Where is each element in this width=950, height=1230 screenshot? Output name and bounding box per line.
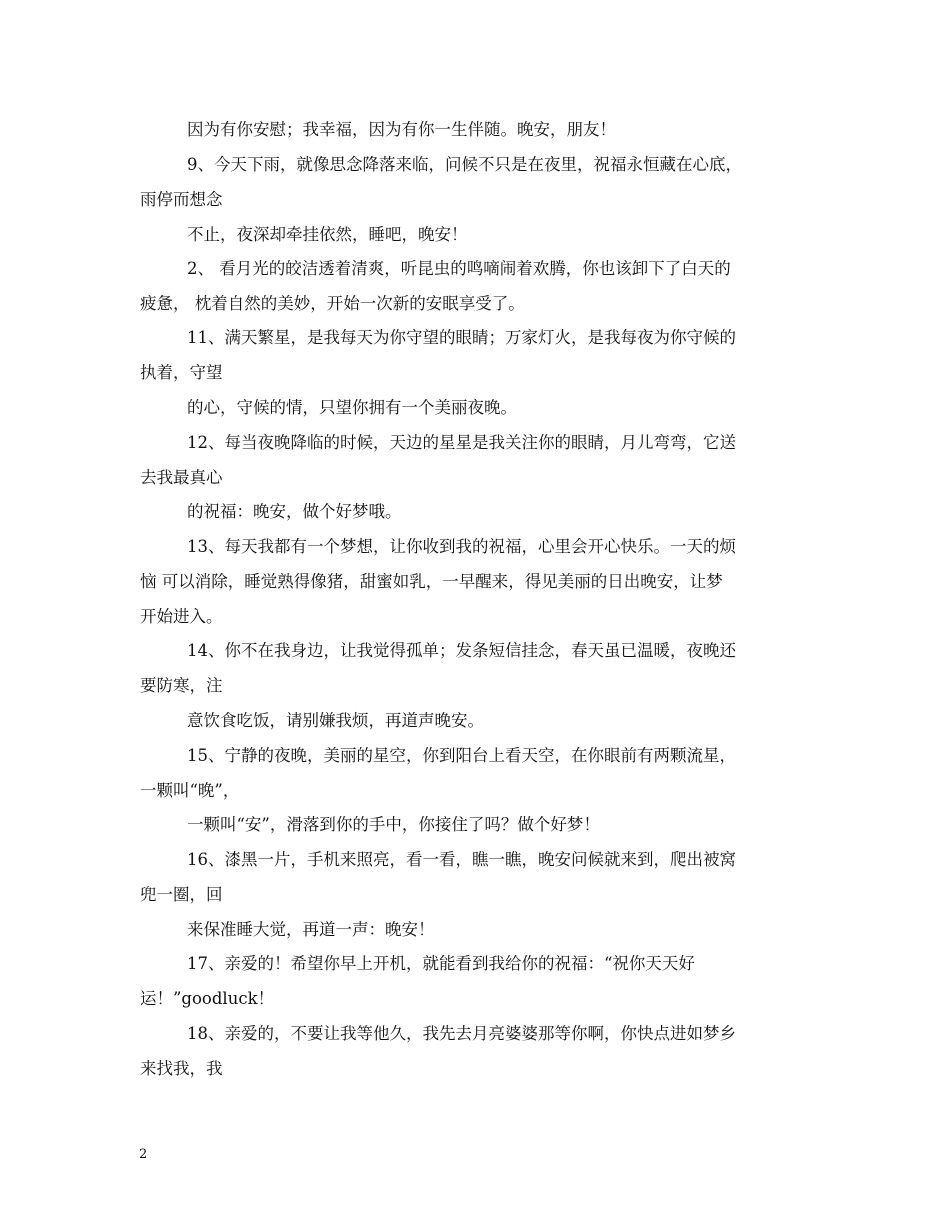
text-line: 的祝福：晚安，做个好梦哦。 [187, 502, 402, 521]
text-line: 不止，夜深却牵挂依然，睡吧，晚安！ [187, 225, 468, 244]
text-line: 运！”goodluck！ [140, 989, 275, 1008]
text-line: 18、亲爱的，不要让我等他久，我先去月亮婆婆那等你啊，你快点进如梦乡 [187, 1024, 736, 1043]
text-line: 16、漆黑一片，手机来照亮，看一看，瞧一瞧，晚安问候就来到，爬出被窝 [187, 850, 736, 869]
text-line: 14、你不在我身边，让我觉得孤单；发条短信挂念，春天虽已温暖，夜晚还 [187, 641, 736, 660]
text-line: 去我最真心 [140, 468, 223, 487]
text-line: 执着，守望 [140, 363, 223, 382]
text-line: 一颗叫“晚”， [140, 781, 240, 800]
text-line: 12、每当夜晚降临的时候，天边的星星是我关注你的眼睛，月儿弯弯，它送 [187, 433, 736, 452]
text-line: 11、满天繁星，是我每天为你守望的眼睛；万家灯火，是我每夜为你守候的 [187, 328, 736, 347]
text-line: 2、 看月光的皎洁透着清爽，听昆虫的鸣嘀闹着欢腾，你也该卸下了白天的 [187, 259, 731, 278]
page-number: 2 [139, 1147, 148, 1162]
text-line: 9、今天下雨，就像思念降落来临，问候不只是在夜里，祝福永恒藏在心底， [187, 155, 742, 174]
text-line: 13、每天我都有一个梦想，让你收到我的祝福，心里会开心快乐。一天的烦 [187, 537, 736, 556]
text-line: 来找我，我 [140, 1059, 223, 1078]
text-line: 兜一圈，回 [140, 885, 223, 904]
text-line: 因为有你安慰；我幸福，因为有你一生伴随。晚安，朋友！ [187, 120, 616, 139]
text-line: 来保准睡大觉，再道一声：晚安！ [187, 920, 435, 939]
text-line: 15、宁静的夜晚，美丽的星空，你到阳台上看天空，在你眼前有两颗流星， [187, 746, 736, 765]
text-line: 要防寒，注 [140, 676, 223, 695]
text-line: 雨停而想念 [140, 190, 223, 209]
text-line: 开始进入。 [140, 607, 223, 626]
text-line: 一颗叫“安”，滑落到你的手中，你接住了吗？做个好梦！ [187, 815, 600, 834]
text-line: 的心，守候的情，只望你拥有一个美丽夜晚。 [187, 398, 517, 417]
text-line: 疲惫， 枕着自然的美妙，开始一次新的安眠享受了。 [140, 294, 525, 313]
text-line: 意饮食吃饭，请别嫌我烦，再道声晚安。 [187, 711, 484, 730]
text-line: 17、亲爱的！希望你早上开机，就能看到我给你的祝福：“祝你天天好 [187, 954, 695, 973]
text-line: 恼 可以消除，睡觉熟得像猪，甜蜜如乳，一早醒来，得见美丽的日出晚安，让梦 [140, 572, 723, 591]
